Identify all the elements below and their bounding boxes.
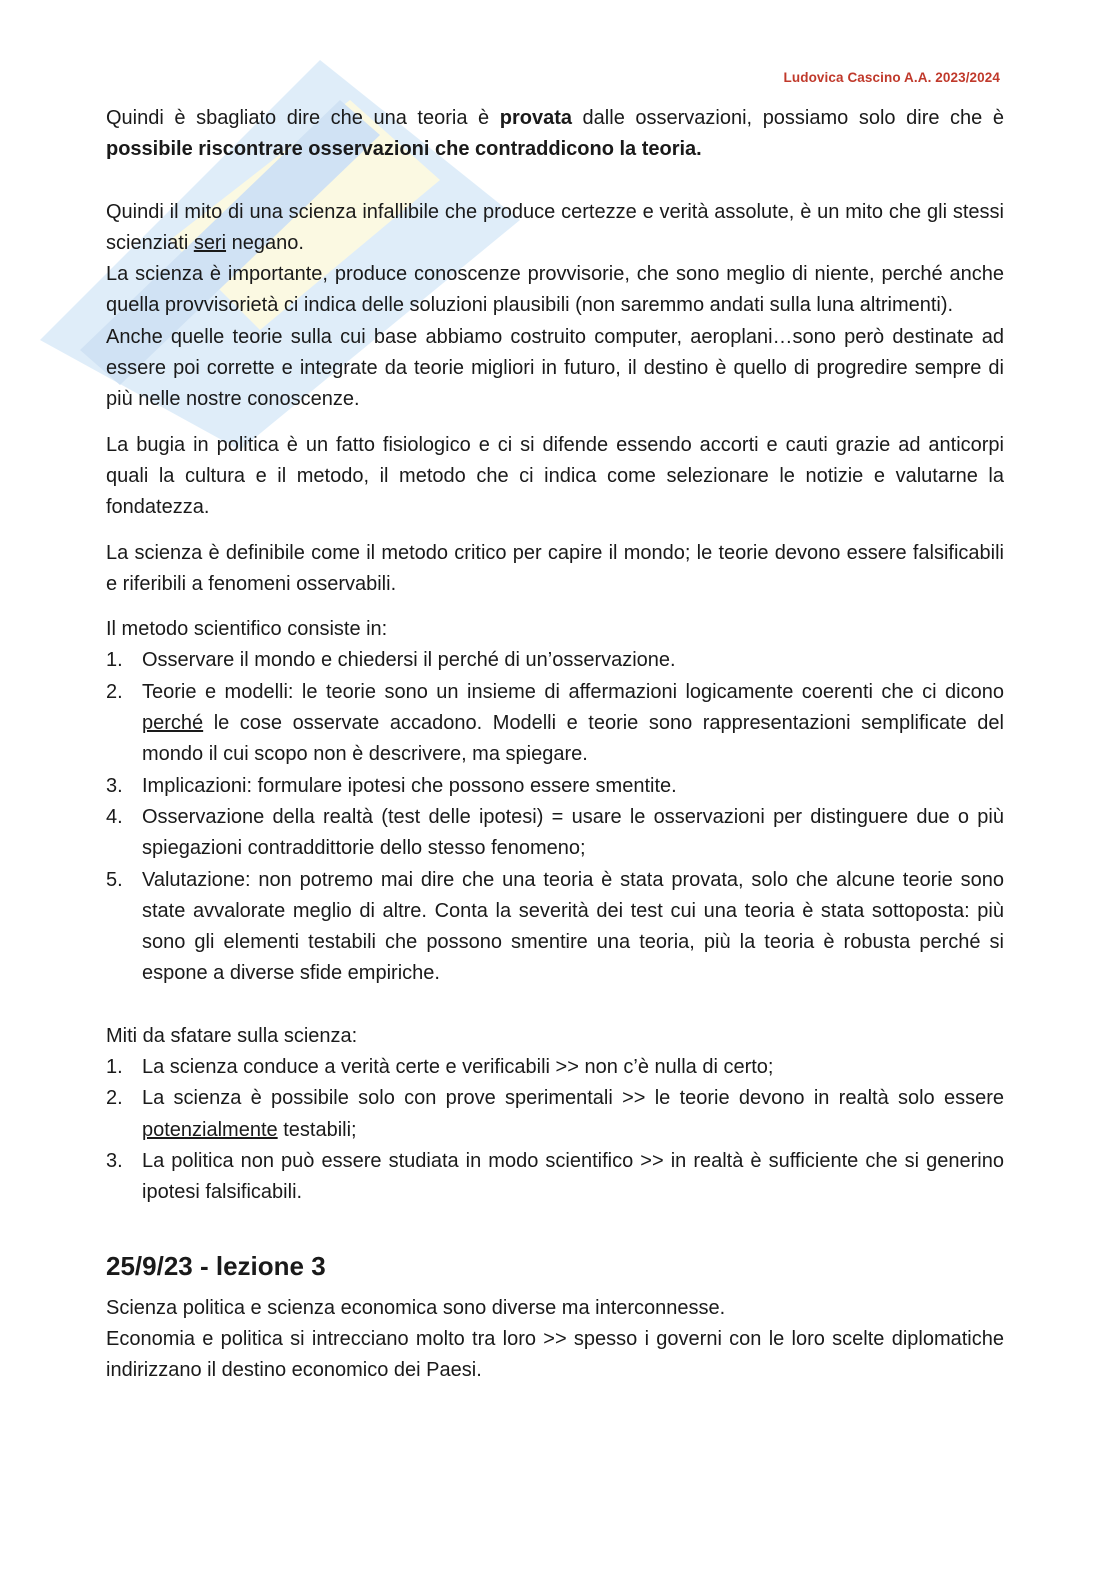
paragraph-scienza-definizione: La scienza è definibile come il metodo critico per capire il mondo; le teorie devono essere falsificabili e riferibili a fenomeni osservabili.	[106, 541, 1004, 595]
list-item: 1. La scienza conduce a verità certe e verificabili >> non c’è nulla di certo;	[106, 1056, 774, 1079]
paragraph-teorie-destinate: Anche quelle teorie sulla cui base abbiamo costruito computer, aeroplani…sono però destinate ad essere poi corrette e integrate da teorie migliori in futuro, il destino è quello di progredire sempre di più nelle nostre conoscenze.	[106, 325, 1004, 411]
myths-list	[106, 1052, 1004, 1208]
method-list	[106, 645, 1004, 989]
list-item: 5. Valutazione: non potremo mai dire che una teoria è stata provata, solo che alcune teorie sono state avvalorate meglio di altre. Conta la severità dei test cui una teoria è stata sottoposta: più sono gli elementi testabili che possono smentire una teoria, più la teoria è robusta perché si espone a diverse sfide empiriche.	[106, 868, 1004, 985]
paragraph-mito: Quindi il mito di una scienza infallibile che produce certezze e verità assolute, è un mito che gli stessi scienziati seri negano.	[106, 200, 1004, 254]
lesson-heading: 25/9/23 - lezione 3	[106, 1250, 326, 1281]
document-body	[106, 103, 1004, 1386]
page-header: Ludovica Cascino A.A. 2023/2024	[783, 70, 1000, 85]
list-item: 2. La scienza è possibile solo con prove sperimentali >> le teorie devono in realtà solo essere potenzialmente testabili;	[106, 1087, 1004, 1141]
list-item: 2. Teorie e modelli: le teorie sono un insieme di affermazioni logicamente coerenti che ci dicono perché le cose osservate accadono. Modelli e teorie sono rappresentazioni semplificate del mondo il cui scopo non è descrivere, ma spiegare.	[106, 680, 1004, 766]
myths-intro: Miti da sfatare sulla scienza:	[106, 1024, 358, 1047]
list-item: 1. Osservare il mondo e chiedersi il perché di un’osservazione.	[106, 649, 676, 672]
lesson-paragraph-1: Scienza politica e scienza economica sono diverse ma interconnesse.	[106, 1296, 726, 1319]
method-intro: Il metodo scientifico consiste in:	[106, 618, 388, 641]
list-item: 3. La politica non può essere studiata in modo scientifico >> in realtà è sufficiente che si generino ipotesi falsificabili.	[106, 1149, 1004, 1204]
paragraph-provata: Quindi è sbagliato dire che una teoria è provata dalle osservazioni, possiamo solo dire che è possibile riscontrare osservazioni che contraddicono la teoria.	[106, 107, 1004, 161]
paragraph-bugia-politica: La bugia in politica è un fatto fisiologico e ci si difende essendo accorti e cauti grazie ad anticorpi quali la cultura e il metodo, il metodo che ci indica come selezionare le notizie e valutarne la fondatezza.	[106, 433, 1004, 519]
lesson-paragraph-2: Economia e politica si intrecciano molto tra loro >> spesso i governi con le loro scelte diplomatiche indirizzano il destino economico dei Paesi.	[106, 1327, 1004, 1382]
list-item: 4. Osservazione della realtà (test delle ipotesi) = usare le osservazioni per distinguere due o più spiegazioni contraddittorie dello stesso fenomeno;	[106, 805, 1004, 860]
list-item: 3. Implicazioni: formulare ipotesi che possono essere smentite.	[106, 774, 677, 797]
paragraph-scienza-importante: La scienza è importante, produce conoscenze provvisorie, che sono meglio di niente, perché anche quella provvisorietà ci indica delle soluzioni plausibili (non saremmo andati sulla luna altrimenti).	[106, 263, 1004, 317]
